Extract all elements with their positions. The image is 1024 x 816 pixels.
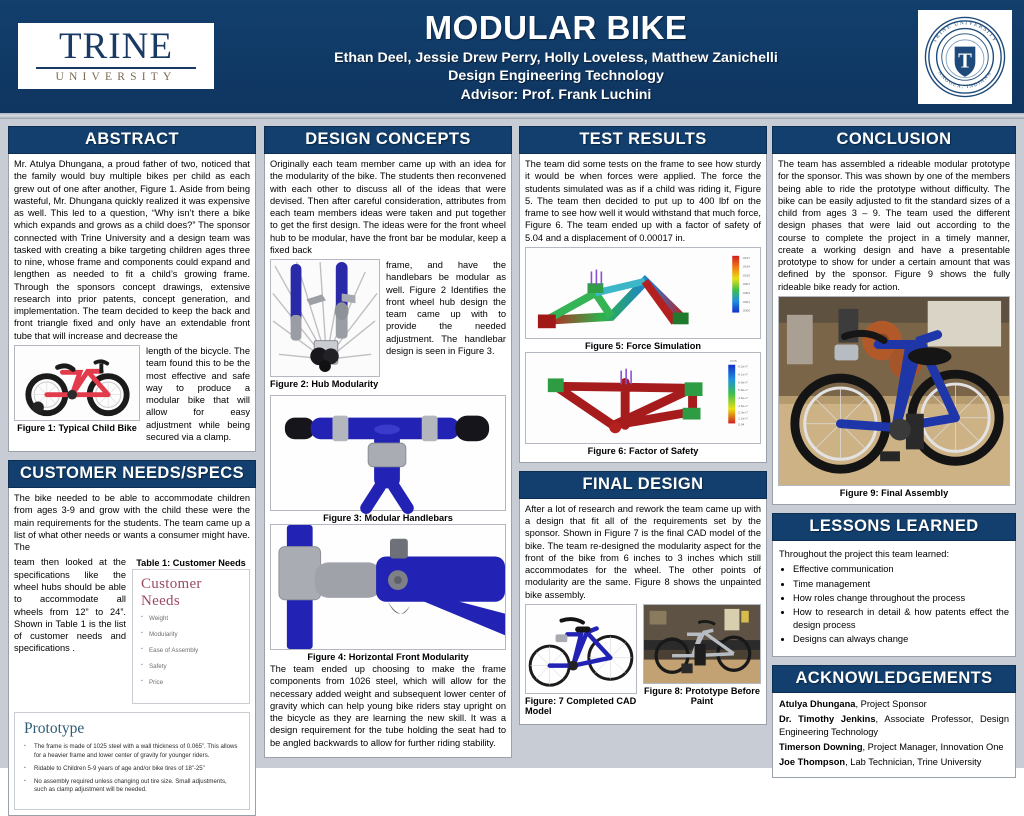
svg-text:5.04: 5.04 bbox=[738, 422, 745, 427]
figure-5-image bbox=[525, 247, 761, 339]
section-conclusion bbox=[772, 126, 1016, 505]
logo-wordmark: TRINE bbox=[59, 26, 173, 68]
column-four bbox=[772, 126, 1016, 778]
figure-9-image bbox=[778, 296, 1010, 486]
logo-divider bbox=[36, 67, 196, 69]
seal-icon bbox=[922, 14, 1008, 100]
svg-text:3.5e+7: 3.5e+7 bbox=[738, 403, 748, 408]
figure-8-caption: Figure 8: Prototype Before Paint bbox=[644, 685, 760, 706]
svg-text:TRINE UNIVERSITY: TRINE UNIVERSITY bbox=[931, 20, 999, 44]
advisor-label: Advisor: Prof. Frank Luchini bbox=[460, 87, 652, 104]
acknowledgement-entry bbox=[779, 698, 1009, 710]
acknowledgement-entry bbox=[779, 756, 1009, 768]
section-heading-design-concepts: DESIGN CONCEPTS bbox=[264, 126, 512, 154]
figure-5-caption: Figure 5: Force Simulation bbox=[585, 340, 701, 351]
table-1-caption: Table 1: Customer Needs bbox=[136, 558, 246, 569]
lessons-learned-panel bbox=[772, 541, 1016, 657]
page-title: MODULAR BIKE bbox=[424, 9, 688, 46]
list-item: ▪ Ridable to Children 5-9 years of age and/or bike tires of 18”-25” bbox=[34, 765, 240, 773]
list-item: • Time management bbox=[793, 578, 1009, 591]
svg-text:ANGOLA, INDIANA: ANGOLA, INDIANA bbox=[936, 70, 994, 90]
section-heading-abstract: ABSTRACT bbox=[8, 126, 256, 154]
svg-text:8.1e+7: 8.1e+7 bbox=[738, 372, 748, 377]
table-title: Customer Needs bbox=[141, 576, 202, 610]
lessons-list bbox=[793, 563, 1009, 646]
list-item: ▪ The frame is made of 1025 steel with a wall thickness of 0.065”. This allows for a heavier frame and lower center of gravity for younger riders. bbox=[34, 743, 240, 759]
figure-1-image bbox=[14, 345, 140, 421]
list-item: ▪ Price bbox=[149, 679, 241, 686]
svg-text:2.3e+7: 2.3e+7 bbox=[738, 410, 748, 415]
svg-text:9.2e+7: 9.2e+7 bbox=[738, 364, 748, 369]
horizontal-front-modularity-cad bbox=[271, 525, 505, 649]
svg-text:.0017: .0017 bbox=[742, 255, 751, 260]
prototype-title: Prototype bbox=[24, 720, 85, 738]
section-heading-test-results: TEST RESULTS bbox=[519, 126, 767, 154]
conclusion-paragraph-1: The team has assembled a rideable modular prototype for the sponsor. This was shown by one of the members being able to ride the prototype without difficulty. The bike can be easily adjusted to fit the standard sizes of a child from ages 3 – 9. The team used the different design phases that were laid out according to the course to complete the project in a timely manner, create a working design and have a presentable prototype to show for under a certain amount that was defined by the sponsor. Figure 9 shows the fully rideable bike ready for action. bbox=[778, 159, 1010, 292]
customer-needs-paragraph-2: team then looked at the specifications like the wheel hubs should be able to accommodate all wheels from 12” to 24”. Shown in Table 1 is the list of customer needs and specifications . bbox=[14, 557, 126, 654]
svg-text:FOS: FOS bbox=[730, 358, 737, 363]
acknowledgement-entry bbox=[779, 713, 1009, 738]
figure-6-caption: Figure 6: Factor of Safety bbox=[587, 445, 699, 456]
acknowledgements-panel bbox=[772, 693, 1016, 778]
ack-role: , Project Sponsor bbox=[855, 699, 927, 710]
hub-modularity-cad bbox=[271, 260, 379, 376]
section-heading-final-design: FINAL DESIGN bbox=[519, 471, 767, 499]
trine-university-logo bbox=[18, 23, 214, 89]
design-concepts-paragraph-3: The team ended up choosing to make the frame components from 1026 steel, which will allow for the necessary added weight and subsequent lower center of gravity which can help young bike riders stay upright on the bicycle as they are learning the new skill. It was a design requirement for the tube holding the seat had to be angled backwards to allow for further riding stability. bbox=[270, 664, 506, 748]
abstract-panel bbox=[8, 154, 256, 452]
list-item: ▪ Modularity bbox=[149, 631, 241, 638]
completed-cad-model bbox=[526, 605, 636, 693]
list-item: ▪ No assembly required unless changing out tire size. Small adjustments, such as clamp adjustment will be needed. bbox=[34, 778, 240, 794]
figure-2-wrapper bbox=[270, 259, 380, 390]
figure-1-caption: Figure 1: Typical Child Bike bbox=[17, 422, 137, 433]
figure-2-image bbox=[270, 259, 380, 377]
section-lessons-learned bbox=[772, 513, 1016, 657]
design-concepts-paragraph-1: Originally each team member came up with an idea for the modularity of the bike. The students then reconvened with each other to discuss all of the ideas that were devised. Then after careful consideration, attributes from each team members ideas were taken and put together to get the first design. The ideas were for the front wheel hub to be modular, have the front bar be modular, keep a fixed back bbox=[270, 159, 506, 255]
customer-needs-panel bbox=[8, 488, 256, 815]
prototype-before-paint-photo bbox=[644, 605, 760, 683]
column-two bbox=[264, 126, 512, 758]
svg-text:.0007: .0007 bbox=[742, 282, 751, 287]
section-customer-needs bbox=[8, 460, 256, 815]
ack-name: Dr. Timothy Jenkins bbox=[779, 714, 876, 725]
section-acknowledgements bbox=[772, 665, 1016, 778]
figure-8-image bbox=[643, 604, 761, 684]
figure-8-wrapper bbox=[643, 604, 761, 707]
force-simulation-plot bbox=[526, 248, 760, 338]
figure-7-wrapper bbox=[525, 604, 637, 717]
test-results-panel bbox=[519, 154, 767, 463]
figure-4-caption: Figure 4: Horizontal Front Modularity bbox=[307, 652, 469, 663]
lessons-intro: Throughout the project this team learned: bbox=[779, 548, 950, 559]
list-item: • How to research in detail & how patents effect the design process bbox=[793, 606, 1009, 632]
table-item-list bbox=[141, 615, 241, 686]
figure-4-image bbox=[270, 524, 506, 650]
list-item: ▪ Weight bbox=[149, 615, 241, 622]
svg-text:.0001: .0001 bbox=[742, 299, 751, 304]
list-item: • How roles change throughout the process bbox=[793, 592, 1009, 605]
figure-6-image bbox=[525, 352, 761, 444]
section-heading-customer-needs: CUSTOMER NEEDS/SPECS bbox=[8, 460, 256, 488]
list-item: ▪ Safety bbox=[149, 663, 241, 670]
svg-text:.0004: .0004 bbox=[742, 290, 751, 295]
svg-text:5.8e+7: 5.8e+7 bbox=[738, 388, 748, 393]
child-bike-photo bbox=[15, 346, 139, 420]
customer-needs-paragraph-1: The bike needed to be able to accommodate children from ages 3-9 and grow with the child these were the main requirements for the students. The team came up a list of what other needs or wants a consumer might have. The bbox=[14, 493, 250, 553]
title-block bbox=[226, 10, 886, 105]
figure-9-caption: Figure 9: Final Assembly bbox=[839, 487, 949, 498]
figure-7-caption: Figure: 7 Completed CAD Model bbox=[525, 695, 637, 716]
ack-name: Joe Thompson bbox=[779, 757, 846, 768]
figure-1-wrapper bbox=[14, 345, 140, 434]
section-heading-conclusion: CONCLUSION bbox=[772, 126, 1016, 154]
ack-name: Timerson Downing bbox=[779, 741, 863, 752]
author-list: Ethan Deel, Jessie Drew Perry, Holly Loveless, Matthew Zanichelli bbox=[334, 49, 778, 66]
customer-needs-table bbox=[132, 569, 250, 704]
abstract-paragraph-1: Mr. Atulya Dhungana, a proud father of two, noticed that the family would buy multiple bikes per child as each grew out of one after another, Figure 1. Aside from being wasteful, Mr. Dhungana quickly realized it was expensive as well. This led to a question, “Why isn’t there a bike which expands and grows as a child does?” The sponsor connected with Trine University and a design team was tasked with creating a bike targeting children ages three to nine, whose frame and components could expand and lengthen as needed to fit a child’s growing frame. Through the sponsors concept drawings, extensive research into prior patents, concept generation, and implementation. The team decided to keep the back and front triangle fixed and only have an extendable front tube that will increase and decrease the bbox=[14, 159, 250, 341]
test-results-paragraph-1: The team did some tests on the frame to see how sturdy it would be when forces were applied. The force the students simulated was as if a child was riding it, Figure 5. The team then decided to put up to 400 lbf on the frame to see how well it would withstand that much force, Figure 6. The team ended up with a factor of safety of 5.04 and a displacement of 0.00017 in. bbox=[525, 159, 761, 243]
svg-text:T: T bbox=[958, 50, 972, 73]
ack-role: , Lab Technician, Trine University bbox=[845, 757, 982, 768]
list-item: • Designs can always change bbox=[793, 633, 1009, 646]
logo-subtext: UNIVERSITY bbox=[55, 71, 177, 84]
list-item: ▪ Ease of Assembly bbox=[149, 647, 241, 654]
section-heading-lessons-learned: LESSONS LEARNED bbox=[772, 513, 1016, 541]
ack-role: , Associate Professor, Design Engineering Technology bbox=[779, 714, 1009, 737]
svg-text:.0014: .0014 bbox=[742, 264, 751, 269]
svg-text:.0010: .0010 bbox=[742, 273, 751, 278]
svg-text:.0000: .0000 bbox=[742, 308, 751, 313]
prototype-item-list bbox=[24, 743, 240, 794]
final-design-panel bbox=[519, 499, 767, 725]
final-assembly-photo bbox=[779, 297, 1009, 485]
section-abstract bbox=[8, 126, 256, 452]
svg-text:4.6e+7: 4.6e+7 bbox=[738, 395, 748, 400]
abstract-paragraph-2: length of the bicycle. The team found this to be the most effective and safe way to produce a modular bike that will allow for easy adjustment while being secured via a clamp. bbox=[146, 345, 250, 442]
figure-2-caption: Figure 2: Hub Modularity bbox=[270, 379, 379, 390]
modular-handlebars-cad bbox=[271, 396, 505, 510]
prototype-spec-box bbox=[14, 712, 250, 809]
department-label: Design Engineering Technology bbox=[448, 68, 664, 85]
section-test-results bbox=[519, 126, 767, 463]
figure-3-caption: Figure 3: Modular Handlebars bbox=[323, 513, 453, 524]
poster-header bbox=[0, 0, 1024, 113]
design-concepts-paragraph-2: frame, and have the handlebars be modular as well. Figure 2 Identifies the front wheel hub design the team came up with to provide the needed adjustment. The handlebar design is seen in Figure 3. bbox=[386, 260, 506, 356]
section-final-design bbox=[519, 471, 767, 725]
column-one bbox=[8, 126, 256, 816]
figure-7-image bbox=[525, 604, 637, 694]
header-divider bbox=[0, 113, 1024, 119]
ack-role: , Project Manager, Innovation One bbox=[862, 741, 1004, 752]
conclusion-panel bbox=[772, 154, 1016, 505]
factor-of-safety-plot bbox=[526, 353, 760, 443]
column-three bbox=[519, 126, 767, 725]
final-design-paragraph-1: After a lot of research and rework the team came up with a design that fit all of the requirements set by the sponsor. Shown in Figure 7 is the final CAD model of the bike. The team re-designed the modularity aspect for the front of the bike from 6 inches to 3 inches which still accommodates for the wheel. The other points of modularity are the same. Figure 8 shows the unpainted bike assembly. bbox=[525, 503, 761, 600]
svg-text:1.2e+7: 1.2e+7 bbox=[738, 416, 748, 421]
figure-3-image bbox=[270, 395, 506, 511]
design-concepts-panel bbox=[264, 154, 512, 758]
section-heading-acknowledgements: ACKNOWLEDGEMENTS bbox=[772, 665, 1016, 693]
table-1-wrapper bbox=[132, 556, 250, 704]
svg-text:6.9e+7: 6.9e+7 bbox=[738, 380, 748, 385]
list-item: • Effective communication bbox=[793, 563, 1009, 576]
acknowledgement-entry bbox=[779, 741, 1009, 753]
trine-seal bbox=[918, 10, 1012, 104]
ack-name: Atulya Dhungana bbox=[779, 699, 856, 710]
